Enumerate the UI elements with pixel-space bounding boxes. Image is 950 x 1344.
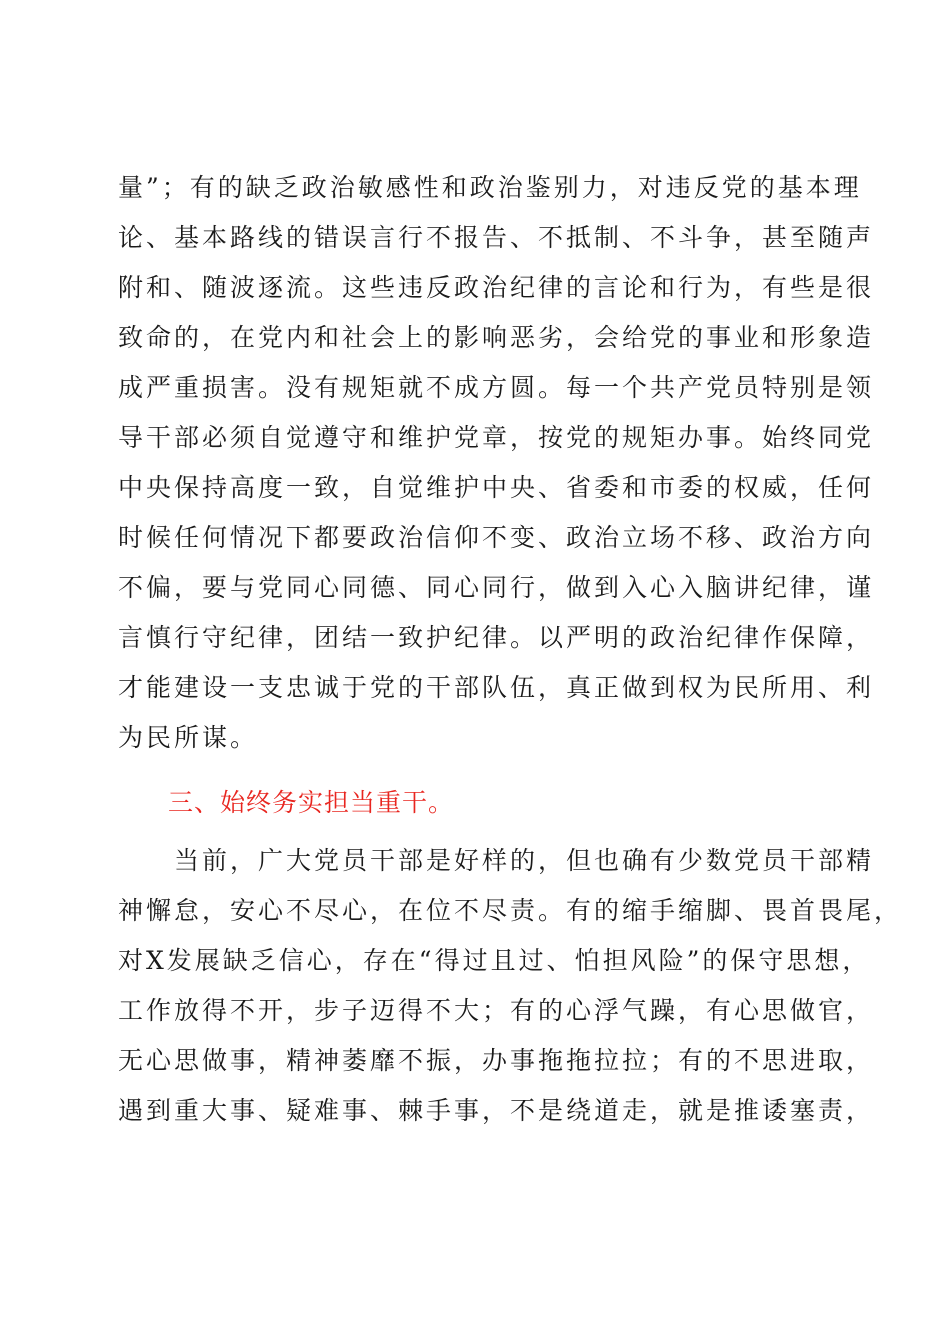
text-line: 致命的，在党内和社会上的影响恶劣，会给党的事业和形象造 [118,323,875,352]
text-line: 时候任何情况下都要政治信仰不变、政治立场不移、政治方向 [118,523,875,552]
section-heading: 三、始终务实担当重干。 [168,788,455,817]
text-line: 神懈怠，安心不尽心，在位不尽责。有的缩手缩脚、畏首畏尾， [118,896,903,925]
text-line: 遇到重大事、疑难事、棘手事，不是绕道走，就是推诿塞责， [118,1096,875,1125]
text-line: 量”；有的缺乏政治敏感性和政治鉴别力，对违反党的基本理 [118,173,862,202]
text-line: 工作放得不开，步子迈得不大；有的心浮气躁，有心思做官， [118,996,875,1025]
text-line: 当前，广大党员干部是好样的，但也确有少数党员干部精 [118,846,875,875]
text-line: 为民所谋。 [118,723,259,752]
text-line: 中央保持高度一致，自觉维护中央、省委和市委的权威，任何 [118,473,875,502]
text-line: 言慎行守纪律，团结一致护纪律。以严明的政治纪律作保障， [118,623,875,652]
text-line: 附和、随波逐流。这些违反政治纪律的言论和行为，有些是很 [118,273,875,302]
text-line: 不偏，要与党同心同德、同心同行，做到入心入脑讲纪律，谨 [118,573,875,602]
text-line: 成严重损害。没有规矩就不成方圆。每一个共产党员特别是领 [118,373,875,402]
text-line: 无心思做事，精神萎靡不振，办事拖拖拉拉；有的不思进取， [118,1046,875,1075]
body-paragraph-1 [118,163,875,763]
text-line: 才能建设一支忠诚于党的干部队伍，真正做到权为民所用、利 [118,673,875,702]
text-line: 导干部必须自觉遵守和维护党章，按党的规矩办事。始终同党 [118,423,875,452]
text-line: 对X发展缺乏信心，存在“得过且过、怕担风险”的保守思想， [118,946,871,975]
text-line: 论、基本路线的错误言行不报告、不抵制、不斗争，甚至随声 [118,223,875,252]
body-paragraph-2 [118,836,903,1136]
